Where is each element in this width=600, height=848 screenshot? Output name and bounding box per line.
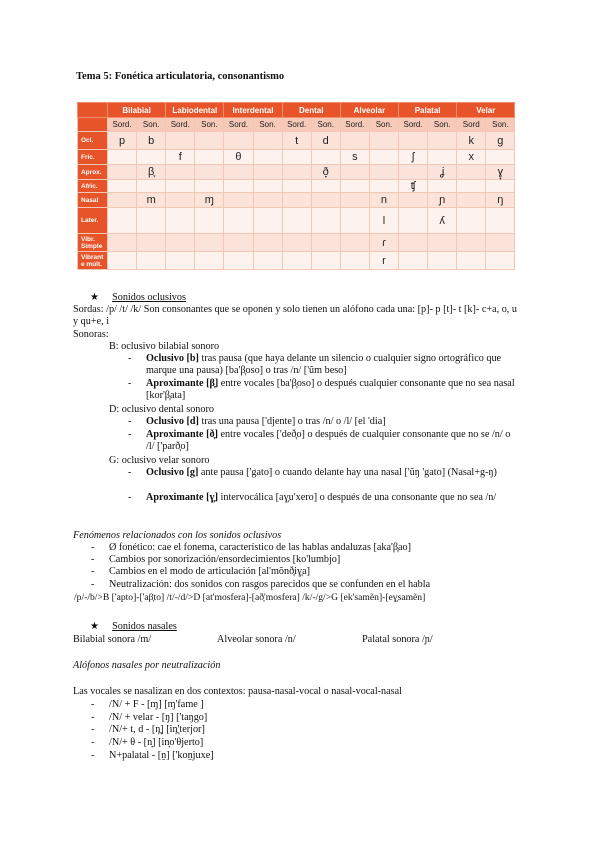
place-header: Bilabial xyxy=(108,103,166,118)
table-cell xyxy=(399,165,428,180)
table-cell: β̞ xyxy=(137,165,166,180)
table-cell xyxy=(282,180,311,193)
table-cell xyxy=(311,252,340,270)
table-cell xyxy=(457,193,486,208)
table-cell xyxy=(311,180,340,193)
table-cell xyxy=(399,234,428,252)
table-cell xyxy=(108,208,137,234)
table-cell xyxy=(108,150,137,165)
table-cell xyxy=(137,150,166,165)
table-cell xyxy=(253,150,282,165)
table-cell xyxy=(195,150,224,165)
table-row xyxy=(78,180,515,193)
section-title: Sonidos oclusivos xyxy=(112,292,186,303)
table-cell: t xyxy=(282,132,311,150)
table-cell xyxy=(428,132,457,150)
table-cell xyxy=(253,252,282,270)
table-cell xyxy=(311,150,340,165)
voicing-header: Son. xyxy=(137,118,166,132)
table-cell xyxy=(457,252,486,270)
consonant-table xyxy=(77,102,515,270)
table-cell: ʝ xyxy=(428,165,457,180)
voicing-header: Sord. xyxy=(166,118,195,132)
table-cell xyxy=(340,132,369,150)
table-cell xyxy=(166,132,195,150)
row-label: Vibr. Simple xyxy=(78,234,108,252)
table-row xyxy=(78,193,515,208)
table-cell: ʎ xyxy=(428,208,457,234)
table-cell xyxy=(340,165,369,180)
table-cell: θ xyxy=(224,150,253,165)
table-cell xyxy=(282,208,311,234)
bullet-dash: - xyxy=(128,429,132,440)
table-cell xyxy=(340,252,369,270)
list-item: Oclusivo [b] tras pausa (que haya delante un silencio o cualquier signo ortográfico que marque una pausa) [ba'β̞oso] o tras /n/ ['ũm beso] xyxy=(146,353,502,377)
table-cell: x xyxy=(457,150,486,165)
table-cell xyxy=(282,193,311,208)
bullet-dash: - xyxy=(128,353,132,364)
table-cell xyxy=(108,193,137,208)
alofonos-intro: Las vocales se nasalizan en dos contextos: pausa-nasal-vocal o nasal-vocal-nasal xyxy=(73,686,402,697)
voicing-header: Sord. xyxy=(108,118,137,132)
place-header: Palatal xyxy=(399,103,457,118)
table-cell xyxy=(137,180,166,193)
star-icon: ★ xyxy=(90,292,99,303)
table-cell xyxy=(457,234,486,252)
voicing-header: Son. xyxy=(428,118,457,132)
table-cell: ɣ̞ xyxy=(486,165,515,180)
place-header: Dental xyxy=(282,103,340,118)
bullet-dash: - xyxy=(91,724,95,735)
table-cell xyxy=(311,234,340,252)
table-row xyxy=(78,132,515,150)
table-cell xyxy=(457,208,486,234)
table-cell xyxy=(340,234,369,252)
voicing-header: Sord. xyxy=(340,118,369,132)
table-cell xyxy=(253,180,282,193)
place-header: Interdental xyxy=(224,103,282,118)
list-item: Cambios por sonorización/ensordecimientos [ko'lumbjo] xyxy=(109,554,341,565)
table-cell xyxy=(486,150,515,165)
table-row xyxy=(78,150,515,165)
nasal-alveolar: Alveolar sonora /n/ xyxy=(217,634,296,645)
voicing-header: Son. xyxy=(311,118,340,132)
row-label: Aprox. xyxy=(78,165,108,180)
table-cell xyxy=(282,252,311,270)
table-cell xyxy=(486,208,515,234)
bullet-dash: - xyxy=(91,554,95,565)
bullet-dash: - xyxy=(91,737,95,748)
alofonos-heading: Alófonos nasales por neutralización xyxy=(73,660,221,671)
table-cell xyxy=(486,180,515,193)
table-cell xyxy=(311,208,340,234)
section-title: Sonidos nasales xyxy=(112,621,177,632)
neutralization-examples: /p/-/b/>B ['apto]-['aβ̞to] /t/-/d/>D [at'mosfera]-[að̞'mosfera] /k/-/g/>G [ek'samẽn]-[eɣ̞samẽn] xyxy=(74,592,426,603)
table-cell xyxy=(340,193,369,208)
table-row xyxy=(78,165,515,180)
table-cell xyxy=(369,165,398,180)
section-heading-oclusivos xyxy=(90,292,186,304)
voicing-header: Son. xyxy=(253,118,282,132)
list-item: Cambios en el modo de articulación [al'mõnð̞iɣ̞a] xyxy=(109,566,310,577)
table-cell: s xyxy=(340,150,369,165)
table-cell xyxy=(457,165,486,180)
sordas-paragraph: Sordas: /p/ /t/ /k/ Son consonantes que se oponen y solo tienen un alófono cada una: [p]- p [t]- t [k]- c+a, o, u y qu+e, i xyxy=(73,304,517,328)
table-cell xyxy=(166,193,195,208)
table-cell xyxy=(166,208,195,234)
table-cell xyxy=(428,150,457,165)
voicing-header: Son. xyxy=(195,118,224,132)
table-cell xyxy=(428,252,457,270)
table-cell xyxy=(253,132,282,150)
list-item: Oclusivo [d] tras una pausa ['djente] o tras /n/ o /l/ [el 'dia] xyxy=(146,416,386,427)
table-cell xyxy=(195,165,224,180)
table-cell: ʧ xyxy=(399,180,428,193)
list-item: Neutralización: dos sonidos con rasgos parecidos que se confunden en el habla xyxy=(109,579,431,590)
fenomenos-heading: Fenómenos relacionados con los sonidos oclusivos xyxy=(73,530,282,541)
row-label: Later. xyxy=(78,208,108,234)
table-cell: r xyxy=(369,252,398,270)
table-cell xyxy=(486,252,515,270)
table-cell xyxy=(399,252,428,270)
table-cell xyxy=(224,234,253,252)
table-cell xyxy=(108,252,137,270)
table-cell xyxy=(399,193,428,208)
bullet-dash: - xyxy=(91,699,95,710)
document-title: Tema 5: Fonética articulatoria, consonantismo xyxy=(76,71,285,82)
bullet-dash: - xyxy=(128,467,132,478)
table-cell xyxy=(253,165,282,180)
voicing-header: Sord. xyxy=(282,118,311,132)
place-header: Alveolar xyxy=(340,103,398,118)
voicing-header: Son. xyxy=(486,118,515,132)
table-cell xyxy=(253,208,282,234)
table-cell xyxy=(108,234,137,252)
voicing-header-row xyxy=(78,118,515,132)
list-item: Aproximante [β̞] entre vocales [ba'β̞oso] o después cualquier consonante que no sea nasal [kor'β̞ata] xyxy=(146,378,515,402)
table-row xyxy=(78,252,515,270)
voicing-header: Sord. xyxy=(399,118,428,132)
table-cell xyxy=(166,234,195,252)
table-cell xyxy=(224,180,253,193)
list-item: N+palatal - [n̠] ['kon̠juxe] xyxy=(109,750,214,761)
table-cell: k xyxy=(457,132,486,150)
table-cell: m xyxy=(137,193,166,208)
d-heading: D: oclusivo dental sonoro xyxy=(109,404,214,415)
table-body xyxy=(78,132,515,270)
table-cell xyxy=(195,252,224,270)
table-cell: b xyxy=(137,132,166,150)
table-cell xyxy=(224,165,253,180)
list-item: Aproximante [ð̞] entre vocales ['deð̞o] o después de cualquier consonante que no se /n/ o /l/ ['parð̞o] xyxy=(146,429,511,453)
table-cell xyxy=(224,132,253,150)
bullet-dash: - xyxy=(128,492,132,503)
table-cell: g xyxy=(486,132,515,150)
table-cell xyxy=(195,180,224,193)
voicing-header: Sord xyxy=(457,118,486,132)
table-cell: ʃ xyxy=(399,150,428,165)
table-corner xyxy=(78,118,108,132)
list-item: /N/+ t, d - [n̪] [in̪'terjor] xyxy=(109,724,205,735)
bullet-dash: - xyxy=(128,378,132,389)
voicing-header: Sord. xyxy=(224,118,253,132)
table-cell: ð̞ xyxy=(311,165,340,180)
bullet-dash: - xyxy=(128,416,132,427)
list-item: Oclusivo [g] ante pausa ['gato] o cuando delante hay una nasal ['ũŋ 'gato] (Nasal+g-ŋ) xyxy=(146,467,497,478)
list-item: /N/ + velar - [ŋ] ['taŋgo] xyxy=(109,712,208,723)
section-heading-nasales xyxy=(90,621,177,633)
list-item: /N/+ θ - [n̟] [in̟o'θjerto] xyxy=(109,737,204,748)
place-header: Labiodental xyxy=(166,103,224,118)
table-cell xyxy=(195,208,224,234)
table-cell xyxy=(195,132,224,150)
star-icon: ★ xyxy=(90,621,99,632)
nasal-bilabial: Bilabial sonora /m/ xyxy=(73,634,152,645)
nasal-palatal: Palatal sonora /ɲ/ xyxy=(362,634,433,645)
table-cell: ɾ xyxy=(369,234,398,252)
table-cell xyxy=(166,252,195,270)
table-cell xyxy=(253,234,282,252)
voicing-header: Son. xyxy=(369,118,398,132)
table-cell xyxy=(428,180,457,193)
place-header-row xyxy=(78,103,515,118)
table-cell: p xyxy=(108,132,137,150)
table-cell: ɲ xyxy=(428,193,457,208)
table-cell: f xyxy=(166,150,195,165)
table-cell xyxy=(137,208,166,234)
table-cell xyxy=(282,165,311,180)
table-cell xyxy=(108,180,137,193)
place-header: Velar xyxy=(457,103,515,118)
table-cell xyxy=(166,165,195,180)
sonoras-label: Sonoras: xyxy=(73,329,109,340)
table-cell xyxy=(399,132,428,150)
table-corner xyxy=(78,103,108,118)
row-label: Fric. xyxy=(78,150,108,165)
table-cell xyxy=(195,234,224,252)
table-cell xyxy=(340,208,369,234)
bullet-dash: - xyxy=(91,566,95,577)
table-cell xyxy=(282,150,311,165)
bullet-dash: - xyxy=(91,542,95,553)
table-cell xyxy=(369,180,398,193)
table-cell: l xyxy=(369,208,398,234)
table-cell xyxy=(369,150,398,165)
table-cell: d xyxy=(311,132,340,150)
table-cell xyxy=(340,180,369,193)
table-cell: ŋ xyxy=(486,193,515,208)
table-cell xyxy=(428,234,457,252)
list-item: Aproximante [ɣ̞] intervocálica [aɣ̞u'xero] o después de una consonante que no sea /n/ xyxy=(146,492,497,503)
g-heading: G: oclusivo velar sonoro xyxy=(109,455,210,466)
table-cell xyxy=(457,180,486,193)
row-label: Nasal xyxy=(78,193,108,208)
table-cell: n xyxy=(369,193,398,208)
list-item: /N/ + F - [ɱ] [ɱ'fame ] xyxy=(109,699,204,710)
table-row xyxy=(78,208,515,234)
table-row xyxy=(78,234,515,252)
table-cell xyxy=(224,193,253,208)
table-cell xyxy=(224,208,253,234)
table-cell xyxy=(311,193,340,208)
table-cell xyxy=(253,193,282,208)
table-cell xyxy=(399,208,428,234)
list-item: Ø fonético: cae el fonema, característico de las hablas andaluzas [aka'β̞ao] xyxy=(109,542,412,553)
table-cell xyxy=(137,252,166,270)
table-cell: ɱ xyxy=(195,193,224,208)
table-cell xyxy=(137,234,166,252)
row-label: Vibrant e múlt. xyxy=(78,252,108,270)
table-cell xyxy=(369,132,398,150)
b-heading: B: oclusivo bilabial sonoro xyxy=(109,341,220,352)
table-cell xyxy=(224,252,253,270)
bullet-dash: - xyxy=(91,712,95,723)
bullet-dash: - xyxy=(91,579,95,590)
row-label: Ocl. xyxy=(78,132,108,150)
bullet-dash: - xyxy=(91,750,95,761)
table-cell xyxy=(166,180,195,193)
row-label: Afric. xyxy=(78,180,108,193)
table-cell xyxy=(486,234,515,252)
table-cell xyxy=(282,234,311,252)
table-cell xyxy=(108,165,137,180)
